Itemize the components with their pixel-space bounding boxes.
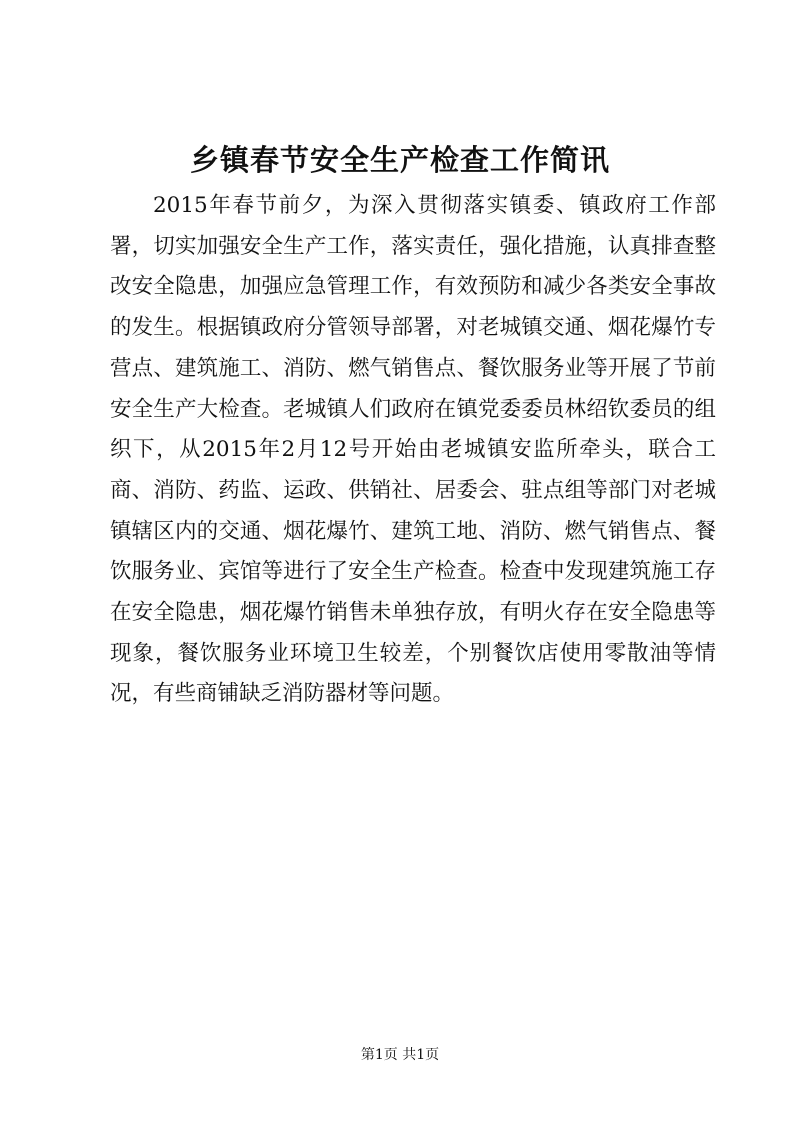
page-number-footer: 第1页 共1页 xyxy=(360,1047,440,1063)
body-paragraph: 2015年春节前夕，为深入贯彻落实镇委、镇政府工作部署，切实加强安全生产工作，落实责任，强化措施，认真排查整改安全隐患，加强应急管理工作，有效预防和减少各类安全事故的发生。根据镇政府分管领导部署，对老城镇交通、烟花爆竹专营点、建筑施工、消防、燃气销售点、餐饮服务业等开展了节前安全生产大检查。老城镇人们政府在镇党委委员林绍钦委员的组织下，从2015年2月12号开始由老城镇安监所牵头，联合工商、消防、药监、运政、供销社、居委会、驻点组等部门对老城镇辖区内的交通、烟花爆竹、建筑工地、消防、燃气销售点、餐饮服务业、宾馆等进行了安全生产检查。检查中发现建筑施工存在安全隐患，烟花爆竹销售未单独存放，有明火存在安全隐患等现象，餐饮服务业环境卫生较差，个别餐饮店使用零散油等情况，有些商铺缺乏消防器材等问题。 xyxy=(110,193,716,707)
document-title: 乡镇春节安全生产检查工作简讯 xyxy=(189,143,610,177)
